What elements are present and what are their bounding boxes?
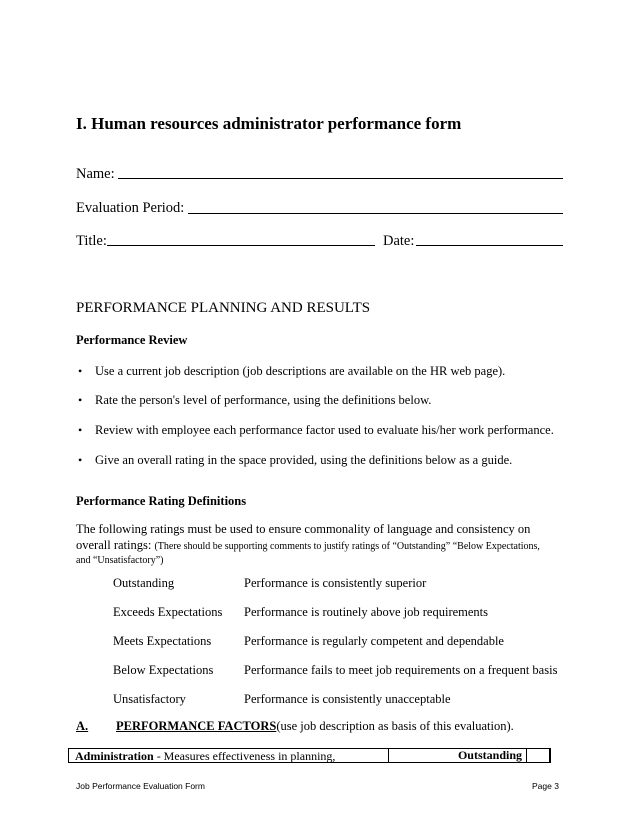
- rating-description: Performance is routinely above job requirements: [244, 605, 489, 619]
- page-title: I. Human resources administrator performance form: [76, 114, 462, 133]
- date-field[interactable]: [416, 245, 563, 246]
- rating-name: Below Expectations: [113, 663, 214, 677]
- page-number: Page 3: [532, 781, 559, 791]
- evaluation-period-label: Evaluation Period:: [76, 200, 185, 216]
- list-item: Rate the person's level of performance, using the definitions below.: [95, 393, 432, 407]
- bullet-icon: •: [78, 393, 83, 407]
- name-field[interactable]: [118, 178, 563, 179]
- definitions-intro: The following ratings must be used to ensure commonality of language and consistency on: [76, 522, 531, 536]
- title-label: Title:: [76, 233, 107, 249]
- rating-label-cell: Outstanding: [457, 748, 522, 762]
- rating-description: Performance is consistently unacceptable: [244, 692, 451, 706]
- definitions-intro-cont: [76, 538, 540, 553]
- definitions-note: (There should be supporting comments to justify ratings of “Outstanding” “Below Expectations,: [154, 541, 540, 552]
- bullet-icon: •: [78, 453, 83, 467]
- section-heading: PERFORMANCE PLANNING AND RESULTS: [76, 300, 371, 316]
- factors-label: PERFORMANCE FACTORS: [116, 719, 277, 733]
- title-field[interactable]: [107, 245, 375, 246]
- rating-description: Performance is consistently superior: [244, 576, 427, 590]
- date-label: Date:: [383, 233, 415, 249]
- rating-checkbox[interactable]: [526, 748, 551, 763]
- factor-name: Administration: [75, 749, 154, 763]
- list-item: Give an overall rating in the space provided, using the definitions below as a guide.: [95, 453, 513, 467]
- bullet-icon: •: [78, 364, 83, 378]
- performance-factors-heading: [76, 719, 514, 734]
- performance-review-heading: Performance Review: [76, 333, 188, 347]
- rating-name: Unsatisfactory: [113, 692, 186, 706]
- list-item: Use a current job description (job descriptions are available on the HR web page).: [95, 364, 506, 378]
- rating-definitions-heading: Performance Rating Definitions: [76, 494, 247, 508]
- table-row: [68, 748, 550, 763]
- rating-description: Performance is regularly competent and dependable: [244, 634, 504, 648]
- rating-name: Exceeds Expectations: [113, 605, 223, 619]
- evaluation-period-field[interactable]: [188, 213, 563, 214]
- factors-note: (use job description as basis of this evaluation).: [276, 719, 514, 733]
- rating-name: Meets Expectations: [113, 634, 212, 648]
- section-letter: A.: [76, 719, 89, 733]
- list-item: Review with employee each performance factor used to evaluate his/her work performance.: [95, 423, 554, 437]
- bullet-icon: •: [78, 423, 83, 437]
- rating-description: Performance fails to meet job requirements on a frequent basis: [244, 663, 558, 677]
- factor-cell: [68, 748, 389, 763]
- factor-description: - Measures effectiveness in planning,: [153, 749, 336, 763]
- definitions-note-cont: and “Unsatisfactory”): [76, 555, 164, 566]
- definitions-intro-line2: overall ratings:: [76, 538, 152, 552]
- footer-left: Job Performance Evaluation Form: [76, 781, 205, 791]
- rating-name: Outstanding: [113, 576, 175, 590]
- name-label: Name:: [76, 166, 115, 182]
